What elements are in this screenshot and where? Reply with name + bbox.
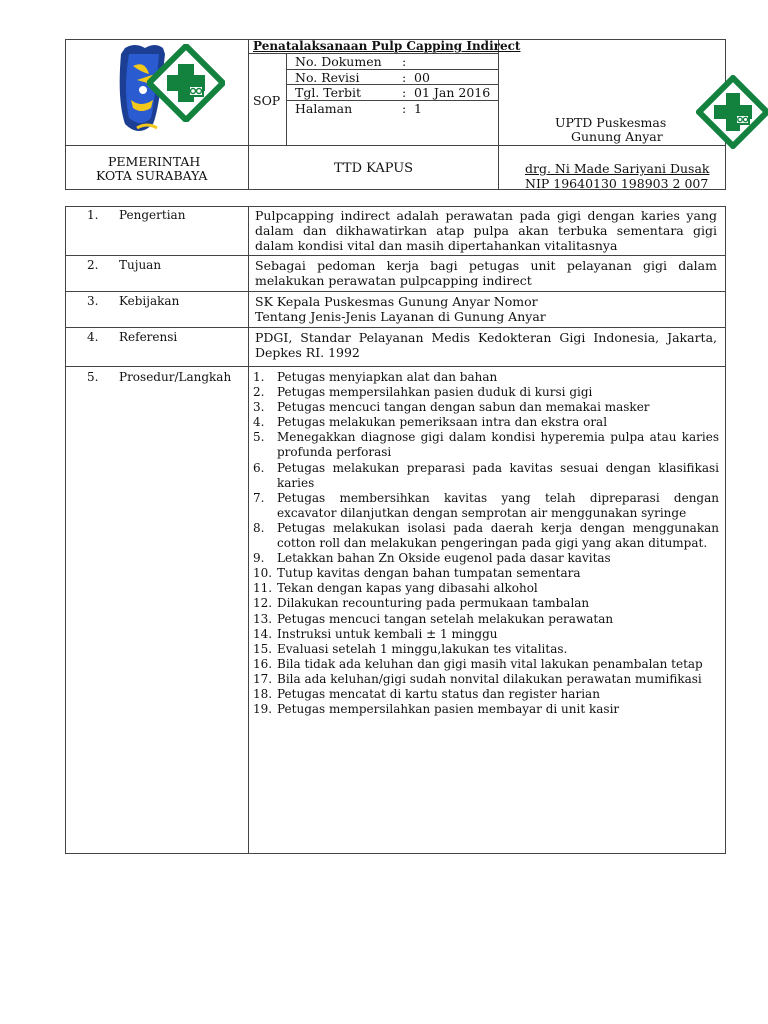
section-content-tujuan: Sebagai pedoman kerja bagi petugas unit pelayanan gigi dalam melakukan perawatan pulpcapping indirect: [255, 258, 717, 288]
field-label-halaman: Halaman: [295, 101, 353, 116]
section-content-kebijakan-line1: SK Kepala Puskesmas Gunung Anyar Nomor: [255, 294, 538, 309]
procedure-step-number: 8.: [253, 520, 265, 535]
procedure-step: [253, 596, 719, 611]
row-divider-3: [65, 327, 726, 328]
section-label-tujuan: Tujuan: [119, 258, 162, 272]
procedure-step-number: 2.: [253, 385, 265, 400]
head-name: drg. Ni Made Sariyani Dusak: [525, 161, 710, 176]
procedure-step: [253, 461, 719, 491]
field-label-tgl-terbit: Tgl. Terbit: [295, 85, 362, 100]
procedure-step-text: Dilakukan recounturing pada permukaan tambalan: [277, 596, 590, 611]
field-colon: :: [402, 70, 407, 85]
header-col-divider-2: [498, 39, 499, 190]
procedure-step: [253, 385, 719, 400]
field-colon: :: [402, 54, 407, 69]
procedure-step: [253, 521, 719, 551]
procedure-step-text: Petugas melakukan preparasi pada kavitas sesuai dengan klasifikasi karies: [277, 460, 719, 490]
procedure-step: [253, 551, 719, 566]
section-content-kebijakan-line2: Tentang Jenis-Jenis Layanan di Gunung Anyar: [255, 309, 546, 324]
procedure-step-text: Petugas melakukan pemeriksaan intra dan ekstra oral: [277, 415, 608, 430]
procedure-step-text: Petugas mempersilahkan pasien membayar di unit kasir: [277, 702, 620, 717]
section-label-kebijakan: Kebijakan: [119, 294, 180, 308]
procedure-step-number: 4.: [253, 415, 265, 430]
procedure-step-text: Menegakkan diagnose gigi dalam kondisi hyperemia pulpa atau karies profunda perforasi: [277, 430, 719, 460]
procedure-step: [253, 612, 719, 627]
head-nip: NIP 19640130 198903 2 007: [525, 176, 709, 191]
procedure-step-text: Evaluasi setelah 1 minggu,lakukan tes vitalitas.: [277, 641, 568, 656]
procedure-step-number: 11.: [253, 581, 273, 596]
section-label-referensi: Referensi: [119, 330, 178, 344]
procedure-step-text: Petugas membersihkan kavitas yang telah dipreparasi dengan excavator dilanjutkan dengan semprotan air menggunakan syringe: [277, 490, 719, 520]
field-value-halaman: 1: [414, 101, 422, 116]
content-col-divider: [248, 206, 249, 854]
procedure-step-number: 13.: [253, 611, 273, 626]
field-colon: :: [402, 85, 407, 100]
procedure-step-text: Petugas menyiapkan alat dan bahan: [277, 370, 498, 384]
government-line2: KOTA SURABAYA: [96, 168, 208, 183]
header-divider: [65, 145, 726, 146]
procedure-step: [253, 415, 719, 430]
row-divider-4: [65, 366, 726, 367]
procedure-step-text: Tekan dengan kapas yang dibasahi alkohol: [277, 581, 538, 596]
procedure-step-number: 18.: [253, 686, 273, 701]
procedure-step-text: Letakkan bahan Zn Okside eugenol pada dasar kavitas: [277, 551, 611, 566]
procedure-step-text: Bila tidak ada keluhan dan gigi masih vital lakukan penambalan tetap: [277, 656, 703, 671]
procedure-step: [253, 627, 719, 642]
procedure-step: [253, 657, 719, 672]
procedure-step-number: 7.: [253, 490, 265, 505]
procedure-step-text: Bila ada keluhan/gigi sudah nonvital dilakukan perawatan mumifikasi: [277, 671, 702, 686]
procedure-step: [253, 642, 719, 657]
procedure-step-number: 17.: [253, 671, 273, 686]
puskesmas-logo-right-icon: [696, 75, 768, 149]
ttd-kapus: TTD KAPUS: [334, 161, 414, 176]
procedure-step-number: 9.: [253, 551, 265, 566]
procedure-step-number: 19.: [253, 702, 273, 717]
unit-name-line1: UPTD Puskesmas: [555, 115, 667, 130]
procedure-step: [253, 370, 719, 385]
header-col-divider-1: [248, 39, 249, 190]
procedure-step-text: Petugas mencatat di kartu status dan register harian: [277, 686, 600, 701]
procedure-step-text: Petugas mencuci tangan dengan sabun dan memakai masker: [277, 400, 650, 415]
field-value-no-revisi: 00: [414, 70, 430, 85]
procedure-step-number: 10.: [253, 566, 273, 581]
procedure-step-number: 3.: [253, 400, 265, 415]
field-label-no-dokumen: No. Dokumen: [295, 54, 382, 69]
field-value-tgl-terbit: 01 Jan 2016: [414, 85, 491, 100]
procedure-step: [253, 566, 719, 581]
unit-name-line2: Gunung Anyar: [571, 129, 663, 144]
procedure-step: [253, 400, 719, 415]
field-label-no-revisi: No. Revisi: [295, 70, 360, 85]
field-colon: :: [402, 101, 407, 116]
section-content-referensi: PDGI, Standar Pelayanan Medis Kedokteran Gigi Indonesia, Jakarta, Depkes RI. 1992: [255, 330, 717, 360]
section-label-pengertian: Pengertian: [119, 208, 186, 222]
section-number: 1.: [87, 208, 99, 222]
procedure-step-number: 15.: [253, 641, 273, 656]
procedure-step-text: Petugas mencuci tangan setelah melakukan perawatan: [277, 611, 614, 626]
government-line1: PEMERINTAH: [108, 154, 201, 169]
procedure-step-text: Instruksi untuk kembali ± 1 minggu: [277, 626, 498, 641]
section-number: 4.: [87, 330, 99, 344]
section-number: 2.: [87, 258, 99, 272]
row-divider-1: [65, 255, 726, 256]
procedure-step-text: Petugas mempersilahkan pasien duduk di kursi gigi: [277, 385, 593, 400]
sop-divider: [286, 53, 287, 145]
section-content-pengertian: Pulpcapping indirect adalah perawatan pada gigi dengan karies yang dalam dan dikhawatirkan atap pulpa akan terbuka sementara gigi dalam kondisi vital dan masih dipertahankan vitalitasnya: [255, 208, 717, 253]
procedure-step: [253, 702, 719, 717]
procedure-list: [253, 370, 719, 717]
sop-label: SOP: [253, 93, 281, 108]
procedure-step-number: 12.: [253, 596, 273, 611]
puskesmas-logo-icon: [147, 44, 225, 122]
procedure-step-number: 16.: [253, 656, 273, 671]
section-number: 5.: [87, 370, 99, 384]
procedure-step-number: 1.: [253, 370, 265, 384]
procedure-step-text: Petugas melakukan isolasi pada daerah kerja dengan menggunakan cotton roll dan melakukan pengeringan pada gigi yang akan ditumpat.: [277, 520, 719, 551]
procedure-step: [253, 430, 719, 460]
procedure-step: [253, 687, 719, 702]
procedure-step: [253, 581, 719, 596]
procedure-step-number: 14.: [253, 626, 273, 641]
procedure-step-text: Tutup kavitas dengan bahan tumpatan sementara: [277, 566, 581, 581]
procedure-step-number: 5.: [253, 430, 265, 445]
procedure-step: [253, 672, 719, 687]
row-divider-2: [65, 291, 726, 292]
procedure-step: [253, 491, 719, 521]
section-label-prosedur: Prosedur/Langkah: [119, 370, 232, 384]
procedure-step-number: 6.: [253, 460, 265, 475]
document-title: Penatalaksanaan Pulp Capping Indirect: [253, 39, 521, 53]
section-number: 3.: [87, 294, 99, 308]
